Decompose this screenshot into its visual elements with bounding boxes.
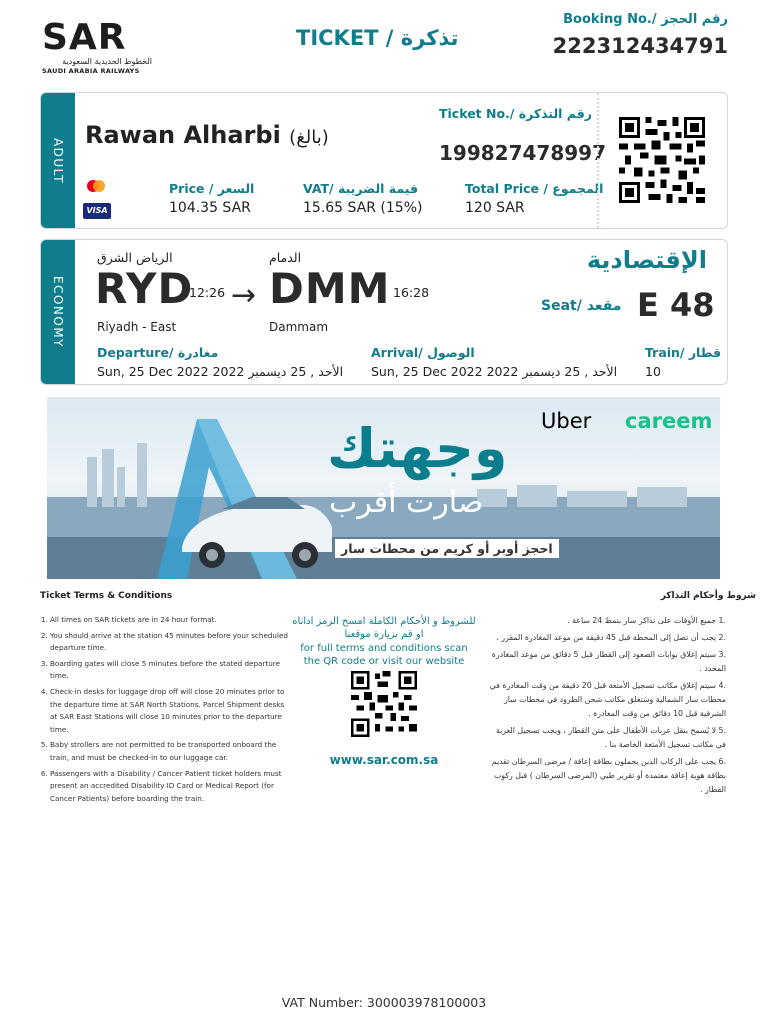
destination-code: DMM — [269, 264, 391, 313]
passenger-card — [40, 92, 728, 229]
fare-class-tab-label: ECONOMY — [51, 275, 65, 349]
mastercard-icon — [85, 179, 107, 193]
logo-english-name: SAUDI ARABIA RAILWAYS — [42, 67, 140, 75]
arrival-label: Arrival/ الوصول — [371, 345, 475, 360]
terms-list-arabic — [486, 614, 726, 800]
origin-code: RYD — [95, 264, 194, 313]
terms-item-arabic: .4 سيتم إغلاق مكاتب تسجيل الأمتعة قبل 20 دقيقة من وقت المغادرة في محطات سار الشمالية وستغلق مكاتب شحن الطرود في محطات سار الشرقية قبل 10 دقائق من وقت المغادرة . — [489, 681, 726, 718]
banner-subheadline: صارت أقرب — [329, 485, 484, 520]
passenger-type: (بالغ) — [289, 127, 329, 148]
origin-name: Riyadh - East — [97, 320, 177, 334]
ticket-number: 199827478997 — [439, 141, 606, 165]
terms-qr-instruction: for full terms and conditions scan the QR code or visit our website — [300, 643, 468, 667]
passenger-name: Rawan Alharbi — [85, 121, 281, 149]
departure-time: 12:26 — [189, 285, 226, 300]
banner-call-to-action[interactable]: احجز أوبر أو كريم من محطات سار — [335, 539, 559, 558]
arrival-date: Sun, 25 Dec 2022 الأحد , 25 ديسمبر 2022 — [371, 364, 618, 379]
train-label: Train/ قطار — [645, 345, 722, 360]
terms-list-english — [40, 614, 288, 808]
terms-item: 4. Check-in desks for luggage drop off will close 20 minutes prior to the departure time at SAR North Stations. Parcel Shipment desks at SAR East Stations will close 10 minutes prior to the departure time. — [50, 686, 288, 736]
vat-value: 15.65 SAR (15%) — [303, 200, 423, 216]
terms-qr-instruction-arabic: للشروط و الأحكام الكاملة امسح الرمز اداناه او قم بزيارة موقعنا — [292, 616, 476, 640]
website-link[interactable]: www.sar.com.sa — [329, 753, 439, 767]
arrow-right-icon: → — [231, 278, 257, 313]
visa-icon: VISA — [83, 203, 111, 219]
banner-headline: وجهتك — [327, 417, 508, 480]
seat-label: Seat/ مقعد — [541, 298, 622, 314]
ticket-perforation-divider — [597, 93, 599, 228]
price-value: 104.35 SAR — [169, 200, 251, 216]
arrival-time: 16:28 — [393, 285, 430, 300]
promo-banner[interactable] — [47, 397, 720, 579]
passenger-type-tab-label: ADULT — [51, 137, 65, 184]
ticket-number-label: Ticket No./ رقم التذكرة — [439, 106, 592, 121]
terms-item-arabic: .3 سيتم إغلاق بوابات الصعود إلى القطار قبل 5 دقائق من موعد المغادرة المحدد . — [491, 650, 726, 673]
train-number: 10 — [645, 364, 661, 379]
price-label: Price / السعر — [169, 181, 255, 196]
terms-item: 1. All times on SAR tickets are in 24 hour format. — [50, 614, 288, 627]
uber-logo: Uber — [541, 409, 592, 433]
logo-wordmark: SAR — [42, 17, 127, 58]
logo-arabic-name: الخطوط الحديدية السعودية — [62, 57, 152, 66]
passenger-type-tab — [41, 93, 75, 228]
origin-name-arabic: الرياض الشرق — [97, 250, 173, 265]
terms-heading-arabic: شروط وأحكام التذاكر — [660, 591, 756, 601]
terms-item-arabic: .2 يجب أن تصل إلى المحطة قبل 45 دقيقة من موعد المغادرة المقرر . — [496, 633, 726, 642]
terms-item-arabic: .6 يجب على الركاب الذين يحملون بطاقة إعاقة / مرضى السرطان تقديم بطاقة هوية إعاقة معتمدة أو تقرير طبي (المرضى السرطان ) قبل ركوب القطار . — [491, 757, 726, 794]
terms-item: 5. Baby strollers are not permitted to be transported onboard the train, and must be checked-in to our luggage car. — [50, 739, 288, 764]
terms-item-arabic: .5 لا يُسمح بنقل عربات الأطفال على متن القطار ، ويجب تسجيل العربة في مكاتب تسجيل الأمتعة الخاصة بنا . — [495, 726, 726, 749]
vat-label: VAT/ قيمة الضريبة — [303, 181, 419, 196]
fare-class-tab — [41, 240, 75, 384]
terms-qr-code[interactable] — [351, 670, 417, 738]
terms-item-arabic: .1 جميع الأوقات على تذاكر سار بنمط 24 ساعة . — [567, 616, 726, 625]
departure-label: Departure/ مغادرة — [97, 345, 219, 360]
ticket-qr-code — [619, 115, 705, 205]
journey-card — [40, 239, 728, 385]
departure-date: Sun, 25 Dec 2022 الأحد , 25 ديسمبر 2022 — [97, 364, 344, 379]
fare-class-arabic: الإقتصادية — [586, 246, 707, 274]
terms-heading-english: Ticket Terms & Conditions — [40, 591, 173, 601]
sar-logo — [42, 17, 152, 75]
seat-number: E 48 — [637, 286, 715, 324]
destination-name: Dammam — [269, 320, 329, 334]
terms-item: 6. Passengers with a Disability / Cancer Patient ticket holders must present an accredited Disability ID Card or Medical Report (for Cancer Patients) before boarding the train. — [50, 768, 288, 806]
total-price-label: Total Price / المجموع — [465, 181, 604, 196]
passenger-name-row — [85, 121, 329, 149]
vat-number: VAT Number: 300003978100003 — [281, 995, 487, 1010]
page-title: TICKET / تذكرة — [296, 26, 459, 50]
booking-number-label: Booking No./ رقم الحجز — [563, 12, 728, 27]
terms-item: 3. Boarding gates will close 5 minutes before the stated departure time. — [50, 658, 288, 683]
booking-number: 222312434791 — [552, 34, 728, 58]
destination-name-arabic: الدمام — [269, 250, 302, 265]
careem-logo: careem — [625, 409, 713, 433]
terms-item: 2. You should arrive at the station 45 minutes before your scheduled departure time. — [50, 630, 288, 655]
total-price-value: 120 SAR — [465, 200, 525, 216]
